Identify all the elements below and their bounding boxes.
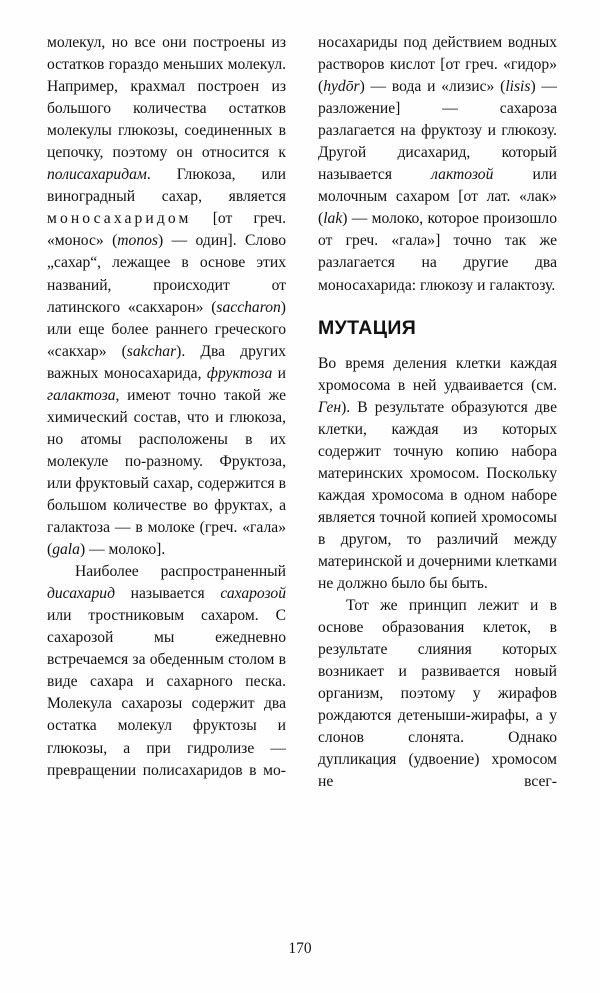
text-run: или тростниковым сахаром. С сахарозой мы ежедневно встречаемся за обеденным столом в виде сахара и сахарного песка. Молекула сахарозы содержит два остатка молекул фруктозы и глюкозы, а при гидролизе — превращении полисахаридов в мо- bbox=[47, 607, 286, 779]
paragraph-carbohydrates-continued bbox=[47, 32, 286, 561]
text-run: ) или еще более раннего греческого «сакхар» ( bbox=[47, 298, 286, 360]
emphasis-term: gala bbox=[52, 541, 80, 559]
emphasis-term: Ген bbox=[318, 398, 342, 416]
emphasis-term: saccharon bbox=[216, 298, 281, 316]
paragraph-mutation-1 bbox=[318, 353, 557, 596]
entry-heading-mutation: МУТАЦИЯ bbox=[318, 316, 417, 339]
emphasis-term: monos bbox=[117, 232, 159, 250]
text-run: носахариды под действием водных растворов кислот [от греч. «гидор» ( bbox=[318, 34, 557, 96]
page-number: 170 bbox=[288, 940, 312, 957]
text-run: , имеют точно такой же химический состав, что и глюкоза, но атомы расположены в их молекуле по-разному. Фруктоза, или фруктовый сахар, содержится в большом количестве во фруктах, а галактоза — в молоке (греч. «гала» ( bbox=[47, 386, 286, 559]
paragraph-sucrose bbox=[47, 561, 286, 781]
left-text-column bbox=[47, 32, 286, 782]
emphasis-term: лактозой bbox=[431, 166, 494, 184]
text-run: [от греч. «монос» ( bbox=[47, 210, 286, 250]
emphasis-term: lisis bbox=[505, 78, 531, 96]
emphasis-term: галактоза bbox=[47, 386, 116, 404]
emphasis-term: lak bbox=[323, 210, 343, 228]
text-run: молекул, но все они построены из остатков гораздо меньших молекул. Например, крахмал построен из большого количества остатков молекулы глюкозы, соединенных в цепочку, поэтому он относится к bbox=[47, 34, 286, 162]
letterspaced-term: моносахаридом bbox=[47, 210, 192, 228]
text-run: называется bbox=[115, 585, 221, 603]
text-run: и bbox=[272, 364, 287, 382]
emphasis-term: полисахаридам bbox=[47, 166, 147, 184]
text-run: ) — молоко]. bbox=[79, 541, 166, 559]
text-run: ) — один]. Слово „сахар“, лежащее в основе этих названий, происходит от латинского «сакхарон» ( bbox=[47, 232, 286, 316]
emphasis-term: hydōr bbox=[323, 78, 360, 96]
text-run: Тот же принцип лежит и в основе образования клеток, в результате слияния которых возникает и развивается новый организм, поэтому у жирафов рождаются детеныши-жирафы, а у слонов слонята. Однако дупликация (удвоение) хромосом не всег- bbox=[318, 597, 557, 791]
text-run: Во время деления клетки каждая хромосома в ней удваивается (см. bbox=[318, 354, 557, 394]
text-run: или молочным сахаром [от лат. «лак» ( bbox=[318, 166, 558, 228]
emphasis-term: sakchar bbox=[126, 342, 177, 360]
text-run: Наиболее распространенный bbox=[75, 563, 286, 581]
paragraph-disaccharides-continued bbox=[318, 32, 557, 297]
text-run: ). Два других важных моносахарида, bbox=[47, 342, 286, 382]
paragraph-mutation-2 bbox=[318, 595, 557, 793]
text-run: . Глюкоза, или виноградный сахар, является bbox=[47, 166, 286, 206]
text-run: ). В результате образуются две клетки, каждая из которых содержит точную копию набора материнских хромосом. Поскольку каждая хромосома в одном наборе является точной копией хромосомы в другом, то различий между материнской и дочерними клетками не должно было бы быть. bbox=[318, 398, 557, 593]
right-text-column bbox=[318, 32, 557, 794]
text-run: ) — разложение] — сахароза разлагается на фруктозу и глюкозу. Другой дисахарид, который называется bbox=[318, 78, 557, 184]
text-run: ) — молоко, которое произошло от греч. «гала»] точно так же разлагается на другие два моносахарида: глюкозу и галактозу. bbox=[318, 210, 557, 294]
emphasis-term: дисахарид bbox=[47, 585, 115, 603]
emphasis-term: фруктоза bbox=[206, 364, 273, 382]
text-run: ) — вода и «лизис» ( bbox=[359, 78, 506, 96]
emphasis-term: сахарозой bbox=[220, 585, 286, 603]
